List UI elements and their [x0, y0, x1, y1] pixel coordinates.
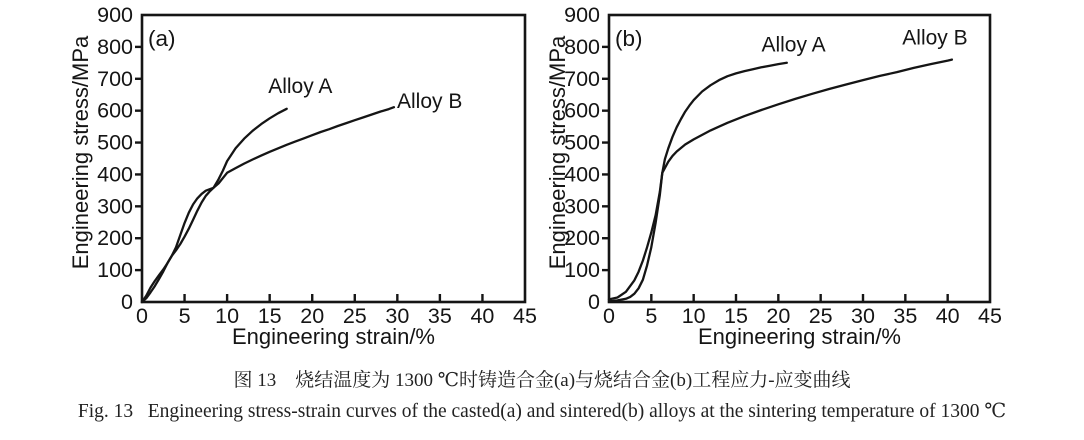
y-tick-label: 0	[588, 290, 600, 314]
x-tick-label: 45	[978, 304, 1002, 328]
y-tick-label: 400	[564, 162, 600, 187]
x-tick-label: 0	[136, 304, 148, 328]
x-tick-label: 45	[513, 304, 537, 328]
plot-border	[142, 15, 525, 302]
y-tick-label: 200	[97, 226, 133, 251]
y-axis-label: Engineering stress/MPa	[545, 35, 570, 270]
x-tick-label: 35	[427, 304, 452, 328]
y-tick-label: 800	[97, 34, 133, 59]
x-tick-label: 0	[603, 304, 615, 328]
y-tick-label: 500	[97, 130, 133, 155]
curve-alloy-b	[609, 60, 952, 300]
y-tick-label: 900	[97, 3, 133, 27]
x-tick-label: 10	[215, 304, 240, 328]
x-tick-label: 20	[766, 304, 791, 328]
x-tick-label: 35	[893, 304, 918, 328]
caption-english: Fig. 13 Engineering stress-strain curves of the casted(a) and sintered(b) alloys at the sintering temperature of 1300 ℃	[77, 401, 1007, 422]
x-tick-label: 25	[808, 304, 833, 328]
x-tick-label: 25	[342, 304, 367, 328]
x-tick-label: 15	[724, 304, 748, 328]
x-tick-label: 5	[645, 304, 658, 328]
chart-b-stress-strain-sintered	[542, 0, 1084, 360]
x-axis-label: Engineering strain/%	[231, 324, 436, 349]
y-tick-label: 700	[97, 66, 133, 91]
y-tick-label: 300	[97, 194, 133, 219]
x-tick-label: 15	[257, 304, 282, 328]
panel-label: (a)	[148, 26, 176, 51]
x-tick-label: 30	[851, 304, 875, 328]
series-label-alloy-b: Alloy B	[396, 90, 463, 114]
y-tick-label: 900	[564, 3, 600, 27]
y-tick-label: 200	[564, 226, 600, 251]
caption-chinese: 图 13 烧结温度为 1300 ℃时铸造合金(a)与烧结合金(b)工程应力-应变曲线	[233, 370, 851, 391]
y-tick-label: 100	[564, 258, 600, 283]
caption-block	[0, 368, 1084, 424]
series-label-alloy-a: Alloy A	[268, 75, 333, 99]
series-label-alloy-a: Alloy A	[761, 33, 826, 57]
panel-label: (b)	[615, 26, 643, 51]
x-tick-label: 40	[470, 304, 495, 328]
x-tick-label: 10	[681, 304, 706, 328]
y-tick-label: 300	[564, 194, 600, 219]
curve-alloy-a	[142, 109, 287, 302]
y-tick-label: 400	[97, 162, 133, 187]
series-label-alloy-b: Alloy B	[902, 26, 968, 50]
x-tick-label: 40	[935, 304, 960, 328]
y-tick-label: 500	[564, 130, 600, 155]
y-tick-label: 700	[564, 66, 600, 91]
y-axis-label: Engineering stress/MPa	[68, 35, 93, 270]
chart-a-stress-strain-casted	[0, 0, 542, 360]
y-tick-label: 600	[564, 98, 600, 123]
y-tick-label: 0	[121, 290, 133, 314]
x-tick-label: 20	[300, 304, 325, 328]
curve-alloy-b	[142, 107, 394, 302]
y-tick-label: 600	[97, 98, 133, 123]
y-tick-label: 800	[564, 34, 600, 59]
x-tick-label: 5	[178, 304, 191, 328]
y-tick-label: 100	[97, 258, 133, 283]
x-tick-label: 30	[385, 304, 410, 328]
x-axis-label: Engineering strain/%	[697, 324, 902, 349]
curve-alloy-a	[609, 63, 787, 302]
